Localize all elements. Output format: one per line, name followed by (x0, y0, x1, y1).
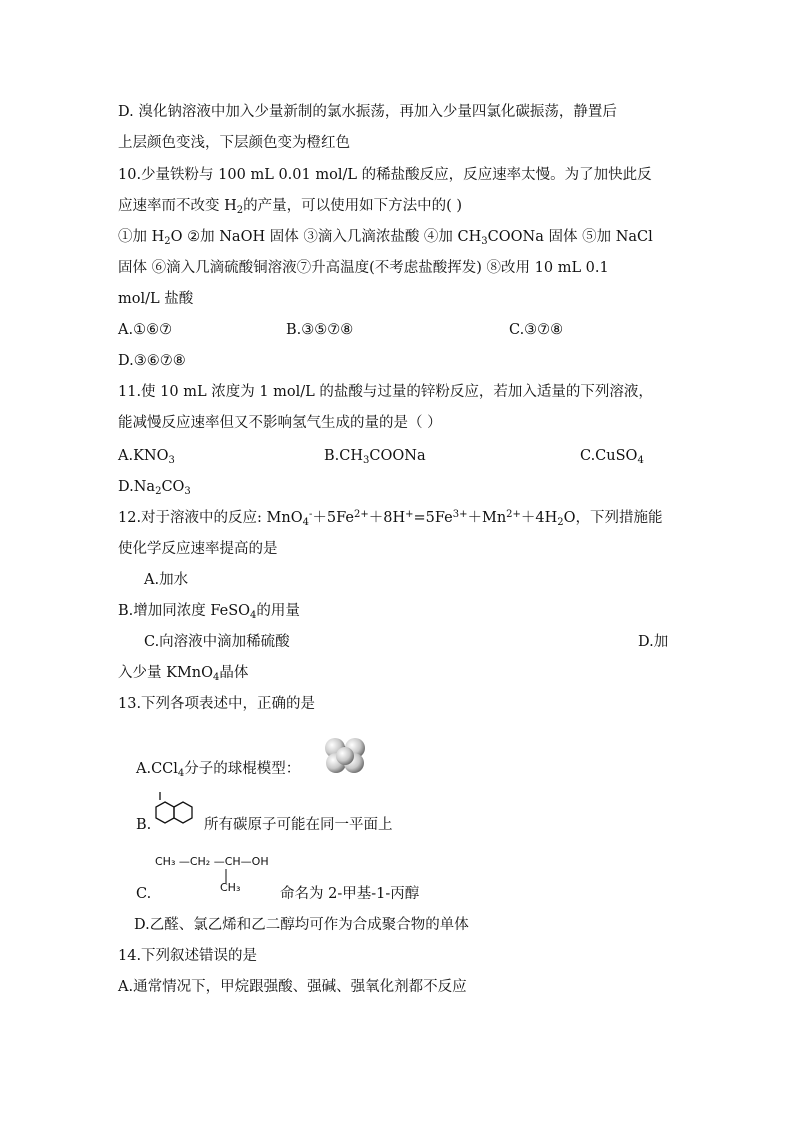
q13-option-c-text: 命名为 2-甲基-1-丙醇 (280, 886, 420, 902)
q12-option-b: B.增加同浓度 FeSO$_4$的用量 (118, 603, 300, 621)
ccl4-space-filling-model-image (322, 735, 368, 775)
q12-stem-line1: 12.对于溶液中的反应: $MnO_4^-+5Fe^{2+}+8H^+=5Fe^{3+}+Mn^{2+}+4H_2O$，下列措施能 (118, 509, 663, 528)
q13-option-a: A.CCl$_4$分子的球棍模型： (136, 761, 301, 779)
q10-methods-line1: ①加 $H_2O$ ②加 NaOH 固体 ③滴入几滴浓盐酸 ④加 $CH_3COONa$ 固体 ⑤加 NaCl (118, 229, 653, 247)
q11-option-d: $D.Na_2CO_3$ (118, 479, 191, 497)
q12-option-d-line1: D.加 (638, 634, 669, 650)
q12-option-d-line2: 入少量 KMnO$_4$晶体 (118, 665, 249, 683)
q11-option-a: $A.KNO_3$ (118, 448, 175, 466)
q13-stem: 13.下列各项表述中，正确的是 (118, 696, 316, 712)
q9-option-d-line1: D. 溴化钠溶液中加入少量新制的氯水振荡，再加入少量四氯化碳振荡，静置后 (118, 104, 617, 120)
q10-stem-line2: 应速率而不改变 $H_2$的产量，可以使用如下方法中的( ) (118, 198, 463, 216)
q13-option-b-text: 所有碳原子可能在同一平面上 (204, 817, 393, 833)
q9-option-d-line2: 上层颜色变浅，下层颜色变为橙红色 (118, 135, 350, 151)
q12-stem-line2: 使化学反应速率提高的是 (118, 541, 278, 557)
q11-stem-line2: 能减慢反应速率但又不影响氢气生成的量的是（ ） (118, 415, 442, 431)
q14-stem: 14.下列叙述错误的是 (118, 948, 258, 964)
q13-option-c-label: C. (136, 886, 152, 902)
q10-option-d: D.③⑥⑦⑧ (118, 353, 186, 369)
q10-option-c: C.③⑦⑧ (509, 322, 564, 338)
q13-option-c-formula-main: CH₃ —CH₂ —CH—OH (155, 855, 269, 868)
q12-option-a: A.加水 (144, 572, 189, 588)
q12-option-c: C.向溶液中滴加稀硫酸 (144, 634, 290, 650)
q10-stem-line1: 10.少量铁粉与 100 mL 0.01 mol/L 的稀盐酸反应，反应速率太慢。为了加快此反 (118, 167, 652, 183)
q13-option-c-formula-branch: CH₃ (220, 881, 241, 894)
q13-option-d: D.乙醛、氯乙烯和乙二醇均可作为合成聚合物的单体 (134, 917, 469, 933)
q10-methods-line2: 固体 ⑥滴入几滴硫酸铜溶液⑦升高温度(不考虑盐酸挥发) ⑧改用 10 mL 0.1 (118, 260, 609, 276)
q13-option-b-label: B. (136, 817, 152, 833)
q10-methods-line3: mol/L 盐酸 (118, 291, 194, 307)
q10-option-b: B.③⑤⑦⑧ (286, 322, 354, 338)
q11-stem-line1: 11.使 10 mL 浓度为 1 mol/L 的盐酸与过量的锌粉反应，若加入适量的下列溶液， (118, 384, 653, 400)
q14-option-a: A.通常情况下，甲烷跟强酸、强碱、强氧化剂都不反应 (118, 979, 467, 995)
methylnaphthalene-structure-image (153, 790, 201, 836)
q11-option-b: $B.CH_3COONa$ (324, 448, 426, 466)
q10-option-a: A.①⑥⑦ (118, 322, 173, 338)
q11-option-c: C.CuSO$_4$ (580, 448, 644, 466)
